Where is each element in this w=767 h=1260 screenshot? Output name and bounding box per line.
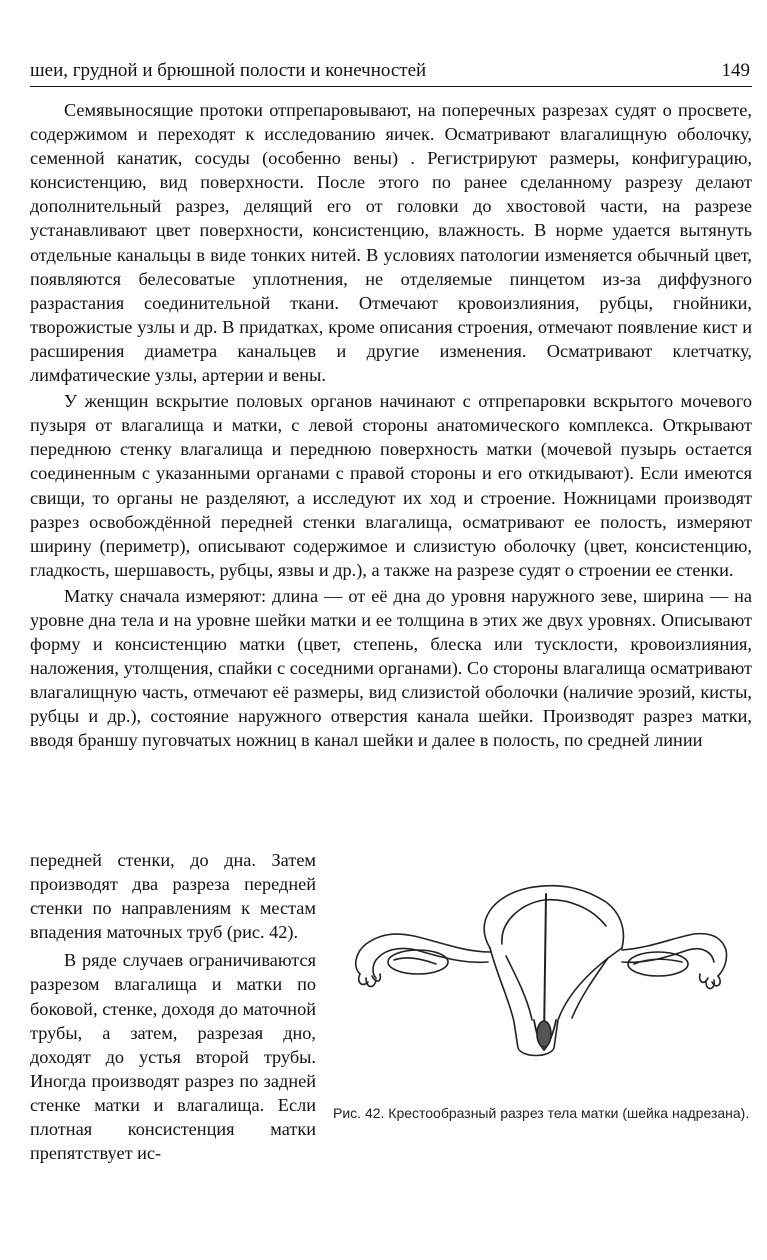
running-head-title: шеи, грудной и брюшной полости и конечностей (30, 60, 427, 81)
figure-caption: Рис. 42. Крестообразный разрез тела матки (шейка надрезана). (333, 1105, 750, 1121)
paragraph-uterus-continued: передней стенки, до дна. Затем производят два разреза передней стенки по направлениям к местам впадения маточных труб (рис. 42). (30, 850, 316, 943)
uterus-cross-incision-illustration (322, 870, 752, 1070)
paragraph-testes: Семявыносящие протоки отпрепаровывают, на поперечных разрезах судят о просвете, содержимом и переходят к исследованию яичек. Осматривают влагалищную оболочку, семенной канатик, сосуды (особенно вены) . Регистрируют размеры, конфигурацию, консистенцию, вид поверхности. После этого по ранее сделанному разрезу делают дополнительный разрез, делящий его от головки до хвостовой части, на разрезе устанавливают цвет поверхности, консистенцию, влажность. В норме удается вытянуть отдельные канальцы в виде тонких нитей. В условиях патологии изменяется обычный цвет, появляются белесоватые уплотнения, не отделяемые пинцетом из-за диффузного разрастания соединительной ткани. Отмечают кровоизлияния, рубцы, гнойники, творожистые узлы и др. В придатках, кроме описания строения, отмечают появление кист и расширения диаметра канальцев и другие изменения. Осматривают клетчатку, лимфатические узлы, артерии и вены. (30, 100, 752, 386)
page-number: 149 (721, 60, 750, 81)
running-head (30, 58, 752, 87)
paragraph-uterus: Матку сначала измеряют: длина — от её дна до уровня наружного зеве, ширина — на уровне дна тела и на уровне шейки матки и ее толщина в этих же двух уровнях. Описывают форму и консистенцию матки (цвет, степень, блеска или тусклости, кровоизлияния, наложения, утолщения, спайки с соседними органами). Со стороны влагалища осматривают влагалищную часть, отмечают её размеры, вид слизистой оболочки (наличие эрозий, кисты, рубцы и др.), состояние наружного отверстия канала шейки. Производят разрез матки, вводя браншу пуговчатых ножниц в канал шейки и далее в полость, по средней линии (30, 585, 752, 751)
paragraph-female-organs: У женщин вскрытие половых органов начинают с отпрепаровки вскрытого мочевого пузыря от влагалища и матки, с левой стороны анатомического комплекса. Открывают переднюю стенку влагалища и переднюю поверхность матки (мочевой пузырь остается соединенным с указанными органами с правой стороны и его откидывают). Если имеются свищи, то органы не разделяют, а исследуют их ход и строение. Ножницами производят разрез освобождённой передней стенки влагалища, осматривают ее полость, измеряют ширину (периметр), описывают содержимое и слизистую оболочку (цвет, консистенцию, гладкость, шершавость, рубцы, язвы и др.), а также на разрезе судят о строении ее стенки. (30, 391, 752, 580)
figure-42 (322, 870, 752, 1070)
main-text (30, 98, 752, 753)
paragraph-lateral-incision: В ряде случаев ограничиваются разрезом влагалища и матки по боковой, стенке, доходя до маточной трубы, а затем, разрезая дно, доходят до устья второй трубы. Иногда производят разрез по задней стенке матки и влагалища. Если плотная консистенция матки препятствует ис- (30, 950, 316, 1164)
wrapped-text-column (30, 848, 316, 1165)
